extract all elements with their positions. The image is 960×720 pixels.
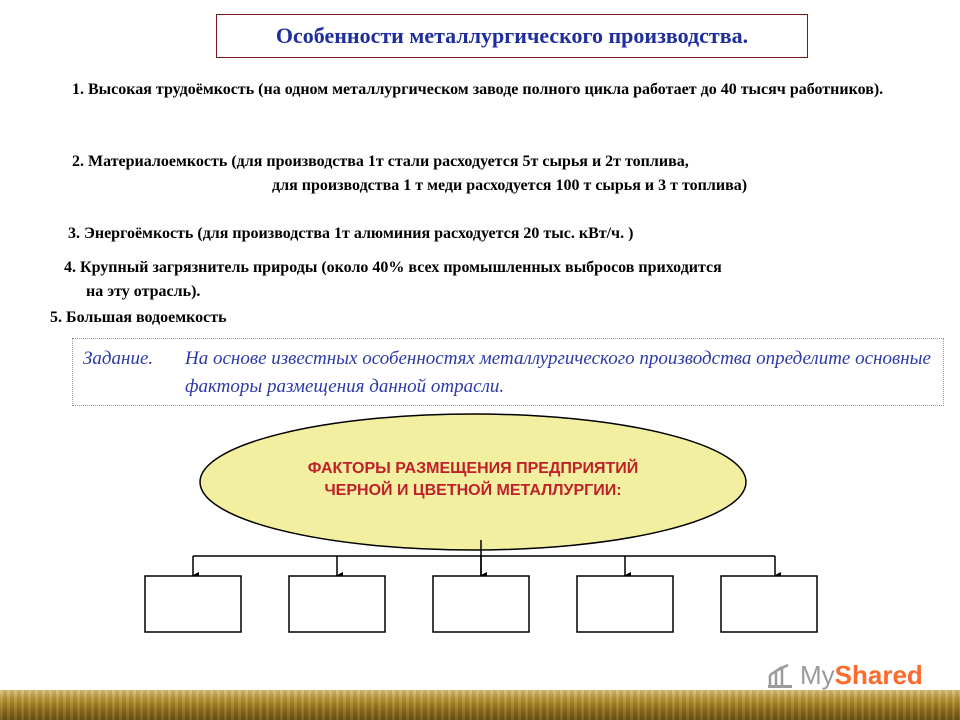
factor-box-5 [721,576,817,632]
ellipse-label-line2: ЧЕРНОЙ И ЦВЕТНОЙ МЕТАЛЛУРГИИ: [324,482,622,499]
feature-item-3: 3. Энергоёмкость (для производства 1т алюминия расходуется 20 тыс. кВт/ч. ) [68,225,634,242]
factor-box-3 [433,576,529,632]
page-title: Особенности металлургического производства. [216,14,808,58]
feature-item-2-line1: 2. Материалоемкость (для производства 1т стали расходуется 5т сырья и 2т топлива, [72,153,689,170]
watermark-text-my: My [800,659,835,690]
feature-item-4-line1: 4. Крупный загрязнитель природы (около 40% всех промышленных выбросов приходится [64,259,722,276]
footer-decorative-strip [0,690,960,720]
feature-item-2-line2: для производства 1 т меди расходуется 100 т сырья и 3 т топлива) [272,177,748,194]
watermark-text-shared: Shared [834,659,923,690]
ellipse-label-line1: ФАКТОРЫ РАЗМЕЩЕНИЯ ПРЕДПРИЯТИЙ [307,460,639,477]
task-label: Задание. [83,348,154,369]
feature-item-5: 5. Большая водоемкость [50,309,227,326]
factor-box-1 [145,576,241,632]
tree-icon [766,661,800,689]
watermark-logo [766,660,923,690]
feature-item-1: 1. Высокая трудоёмкость (на одном металлургическом заводе полного цикла работает до 40 тысяч работников). [72,81,884,98]
factor-box-4 [577,576,673,632]
task-text: На основе известных особенностях металлургического производства определите основные факторы размещения данной отрасли. [185,348,931,397]
factor-box-2 [289,576,385,632]
ellipse-label [200,458,746,502]
feature-item-4-line2: на эту отрасль). [86,283,201,300]
